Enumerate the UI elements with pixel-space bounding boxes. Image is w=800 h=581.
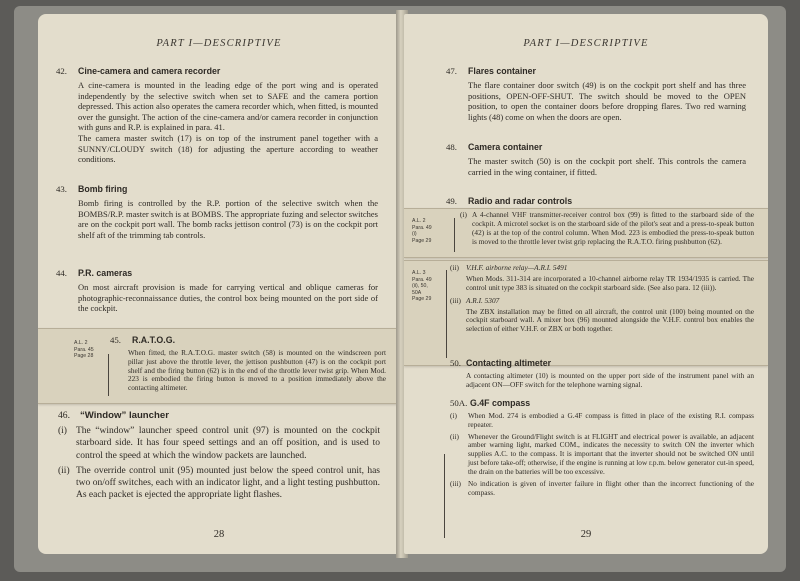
section-50a [450, 398, 754, 501]
section-50a-item-ii: (ii) Whenever the Ground/Flight switch is at FLIGHT and electrical power is available, an adjacent amber warning light, marked COM., indicates the necessity to switch ON the inverter which supplies A.C. to the compass. It is important that the inverter should not be switched ON until just before take-off; otherwise, if the engine is running at low r.p.m. below generator cut-in speed, the drain on the batteries will be too excessive. [450, 431, 754, 477]
section-48-heading: 48. Camera container [446, 142, 543, 152]
amendment-ref-49-ii: A.L. 3 Para. 49 (ii), 50, 50A Page 29 [412, 270, 432, 302]
revision-bar-49-i [454, 218, 455, 252]
section-49-item-i-text: A 4-channel VHF transmitter-receiver control box (99) is fitted to the starboard side of the cockpit. A microtel socket is on the starboard side of the pilot's seat and a press-to-speak button (42) is at the top of the control column. When Mod. 223 is embodied the press-to-speak button is moved to the throttle lever twist grip replacing the R.A.T.O. firing pushbutton (62). [472, 210, 754, 246]
section-49-item-iii-title: A.R.I. 5307 [466, 295, 500, 305]
section-43-heading: 43. Bomb firing [56, 184, 128, 194]
amendment-ref-45: A.L. 2 Para. 45 Page 28 [74, 340, 94, 359]
section-49-item-i: (i) A 4-channel VHF transmitter-receiver control box (99) is fitted to the starboard side of the cockpit. A microtel socket is on the starboard side of the pilot's seat and a press-to-speak button (42) is at the top of the control column. When Mod. 223 is embodied the press-to-speak button is moved to the throttle lever twist grip replacing the R.A.T.O. firing pushbutton (62). [460, 210, 754, 246]
section-43-text: Bomb firing is controlled by the R.P. portion of the selective switch when the BOMBS/R.P. master switch is at BOMBS. The appropriate fuzing and selector switches are on the cockpit port wall. The bomb racks jettison control (73) is on the cockpit port shelf aft of the trimming tab controls. [78, 197, 378, 240]
section-49-item-ii-title: V.H.F. airborne relay—A.R.I. 5491 [466, 263, 568, 272]
section-43 [56, 184, 378, 240]
section-49-item-ii-text: When Mods. 311-314 are incorporated a 10-channel airborne relay TR 1934/1935 is carried. The control unit type 383 is situated on the cockpit starboard side. (See also para. 12 (iii)). [466, 273, 754, 292]
section-48-text: The master switch (50) is on the cockpit port shelf. This controls the camera carried in the wing container, if fitted. [468, 155, 746, 177]
section-50-text: A contacting altimeter (10) is mounted on the upper port side of the instrument panel with an adjacent ON—OFF switch for the telephone warning signal. [466, 370, 754, 389]
section-42-text-1: A cine-camera is mounted in the leading edge of the port wing and is operated independently by the selective switch when set to SAFE and the camera portion depressed. This action also operates the camera recorder which, when fitted, is mounted over the gunsight. The action of the cine-camera and/or camera recorder in conjunction with guns and R.P. is explained in para. 41. [78, 79, 378, 133]
section-50-heading: 50. Contacting altimeter [450, 358, 552, 368]
left-running-head: PART I—DESCRIPTIVE [156, 38, 282, 49]
section-42-heading: 42. Cine-camera and camera recorder [56, 66, 221, 76]
section-44 [56, 268, 378, 314]
section-45-heading: 45. R.A.T.O.G. [110, 335, 176, 345]
revision-bar-49-ii [446, 270, 447, 358]
section-45 [110, 335, 386, 393]
section-46-item-ii: (ii) The override control unit (95) mounted just below the speed control unit, has two on/off switches, each with an indicator light, and a light testing pushbutton. As each packet is ejected the appropriate light flashes. [58, 465, 380, 501]
section-42 [56, 66, 378, 165]
right-running-head: PART I—DESCRIPTIVE [523, 38, 649, 49]
section-47-text: The flare container door switch (49) is on the cockpit port shelf and has three positions, OPEN-OFF-SHUT. The switch should be moved to the OPEN position, to open the container doors before dropping flares. Two red warning lights (48) come on when the doors are open. [468, 79, 746, 122]
section-42-text-2: The camera master switch (17) is on top of the instrument panel together with a SUNNY/CLOUDY switch (18) for adjusting the aperture according to weather conditions. [78, 133, 378, 165]
section-47 [446, 66, 746, 122]
amendment-ref-49-i: A.L. 2 Para. 49 (i) Page 29 [412, 218, 432, 244]
revision-bar-45 [108, 354, 109, 396]
section-50a-item-iii: (iii) No indication is given of inverter failure in flight other than the incorrect functioning of the compass. [450, 478, 754, 497]
section-49-item-ii: (ii) V.H.F. airborne relay—A.R.I. 5491 When Mods. 311-314 are incorporated a 10-channel airborne relay TR 1934/1935 is carried. The control unit type 383 is situated on the cockpit starboard side. (See also para. 12 (iii)). (iii) A.R.I. 5307 The ZBX installation may be fitted on all aircraft, the control unit (100) being mounted on the cockpit starboard wall. A mixer box (96) mounted alongside the V.H.F. control box enables the selection of either V.H.F. or ZBX or both together. [450, 263, 754, 334]
section-46-heading: 46. “Window” launcher [58, 410, 169, 421]
left-page-number: 28 [213, 529, 225, 540]
right-page-number: 29 [580, 529, 592, 540]
section-44-heading: 44. P.R. cameras [56, 268, 133, 278]
section-46-item-i: (i) The “window” launcher speed control unit (97) is mounted on the cockpit starboard side. It has four speed settings and an off position, and is used to control the speed at which the window packets are launched. [58, 426, 380, 461]
section-49-item-iii-text: The ZBX installation may be fitted on all aircraft, the control unit (100) being mounted on the cockpit starboard wall. A mixer box (96) mounted alongside the V.H.F. control box enables the selection of either V.H.F. or ZBX or both together. [466, 306, 754, 334]
revision-bar-50a [444, 454, 445, 538]
section-50a-heading: 50A. G.4F compass [450, 398, 531, 408]
section-50 [450, 358, 754, 390]
section-48 [446, 142, 746, 177]
section-49-heading: 49. Radio and radar controls [446, 196, 573, 206]
left-page [38, 14, 400, 554]
section-50a-item-i: (i) When Mod. 274 is embodied a G.4F compass is fitted in place of the existing R.I. compass repeater. [450, 410, 754, 429]
right-page [404, 14, 768, 554]
section-46 [58, 410, 380, 504]
section-44-text: On most aircraft provision is made for carrying vertical and oblique cameras for photographic-reconnaissance duties, the control box being mounted on the port side of the cockpit. [78, 281, 378, 314]
section-45-text: When fitted, the R.A.T.O.G. master switch (58) is mounted on the windscreen port pillar just above the throttle lever, the jettison pushbutton (47) is on the cockpit port shelf and the firing button (62) is in the end of the throttle lever twist grip. When Mod. 223 is embodied the firing button is moved to a position immediately above the contacting altimeter. [128, 347, 386, 393]
section-47-heading: 47. Flares container [446, 66, 536, 76]
